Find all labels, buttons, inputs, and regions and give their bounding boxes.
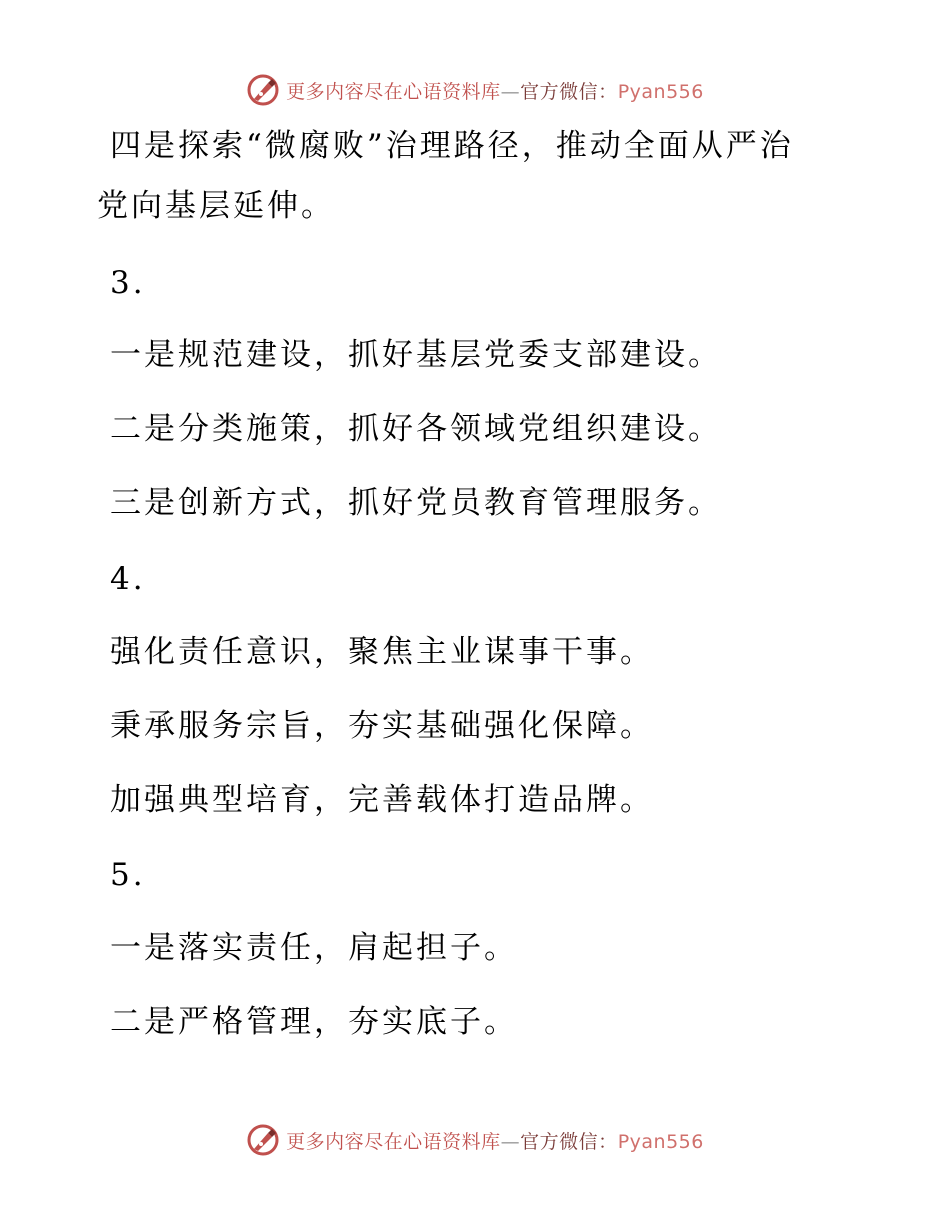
watermark-id: Pyan556 xyxy=(617,80,704,103)
pen-logo-icon xyxy=(246,73,280,107)
paragraph-line: 加强典型培育，完善载体打造品牌。 xyxy=(110,782,654,818)
section-number: 3. xyxy=(110,265,146,301)
header-watermark xyxy=(0,70,950,110)
paragraph-line: 三是创新方式，抓好党员教育管理服务。 xyxy=(110,485,722,521)
watermark-text xyxy=(286,77,704,104)
paragraph-line: 一是规范建设，抓好基层党委支部建设。 xyxy=(110,337,722,373)
section-number: 5. xyxy=(110,857,146,893)
watermark-text xyxy=(286,1127,704,1154)
paragraph-line: 强化责任意识，聚焦主业谋事干事。 xyxy=(110,634,654,670)
watermark-separator: — xyxy=(500,80,521,103)
paragraph-line: 党向基层延伸。 xyxy=(97,188,335,224)
paragraph-line: 四是探索“微腐败”治理路径，推动全面从严治 xyxy=(110,128,794,164)
watermark-label: 官方微信： xyxy=(520,80,618,103)
paragraph-line: 秉承服务宗旨，夯实基础强化保障。 xyxy=(110,708,654,744)
watermark-id: Pyan556 xyxy=(617,1130,704,1153)
paragraph-line: 一是落实责任，肩起担子。 xyxy=(110,930,518,966)
footer-watermark xyxy=(0,1120,950,1160)
watermark-main: 更多内容尽在心语资料库 xyxy=(286,1130,501,1153)
paragraph-line: 二是严格管理，夯实底子。 xyxy=(110,1004,518,1040)
watermark-label: 官方微信： xyxy=(520,1130,618,1153)
pen-logo-icon xyxy=(246,1123,280,1157)
section-number: 4. xyxy=(110,561,146,597)
watermark-main: 更多内容尽在心语资料库 xyxy=(286,80,501,103)
paragraph-line: 二是分类施策，抓好各领域党组织建设。 xyxy=(110,411,722,447)
watermark-separator: — xyxy=(500,1130,521,1153)
